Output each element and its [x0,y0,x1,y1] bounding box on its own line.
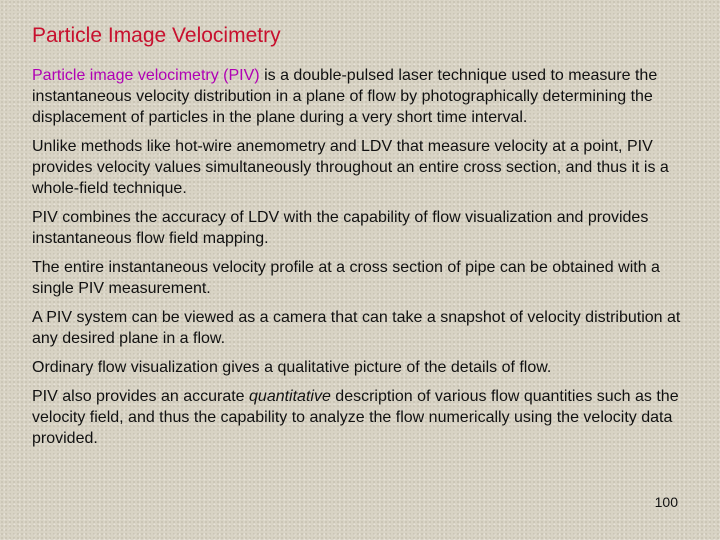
paragraph-text: description of various flow quantities such as the velocity field, and thus the capability to analyze the flow numerically using the velocity data provided. [32,388,679,447]
piv-term-highlight: Particle image velocimetry (PIV) [32,67,260,84]
paragraph-piv-definition [32,65,682,128]
quantitative-emphasis: quantitative [249,388,331,405]
paragraph-flow-visualization: Ordinary flow visualization gives a qualitative picture of the details of flow. [32,359,552,376]
slide-body [32,65,682,457]
paragraph-text: PIV also provides an accurate [32,388,250,405]
paragraph-text: is a double-pulsed laser technique used to measure the instantaneous velocity distribution in a plane of flow by photographically determining the displacement of particles in the plane during a very short time interval. [32,67,658,126]
paragraph-quantitative [32,386,682,449]
paragraph-whole-field: Unlike methods like hot-wire anemometry and LDV that measure velocity at a point, PIV provides velocity values simultaneously throughout an entire cross section, and thus it is a whole-field technique. [32,138,669,197]
paragraph-velocity-profile: The entire instantaneous velocity profile at a cross section of pipe can be obtained with a single PIV measurement. [32,259,660,297]
paragraph-camera-analogy: A PIV system can be viewed as a camera that can take a snapshot of velocity distribution at any desired plane in a flow. [32,309,681,347]
page-number: 100 [654,494,678,510]
paragraph-accuracy: PIV combines the accuracy of LDV with the capability of flow visualization and provides instantaneous flow field mapping. [32,209,649,247]
slide-title: Particle Image Velocimetry [32,24,281,47]
